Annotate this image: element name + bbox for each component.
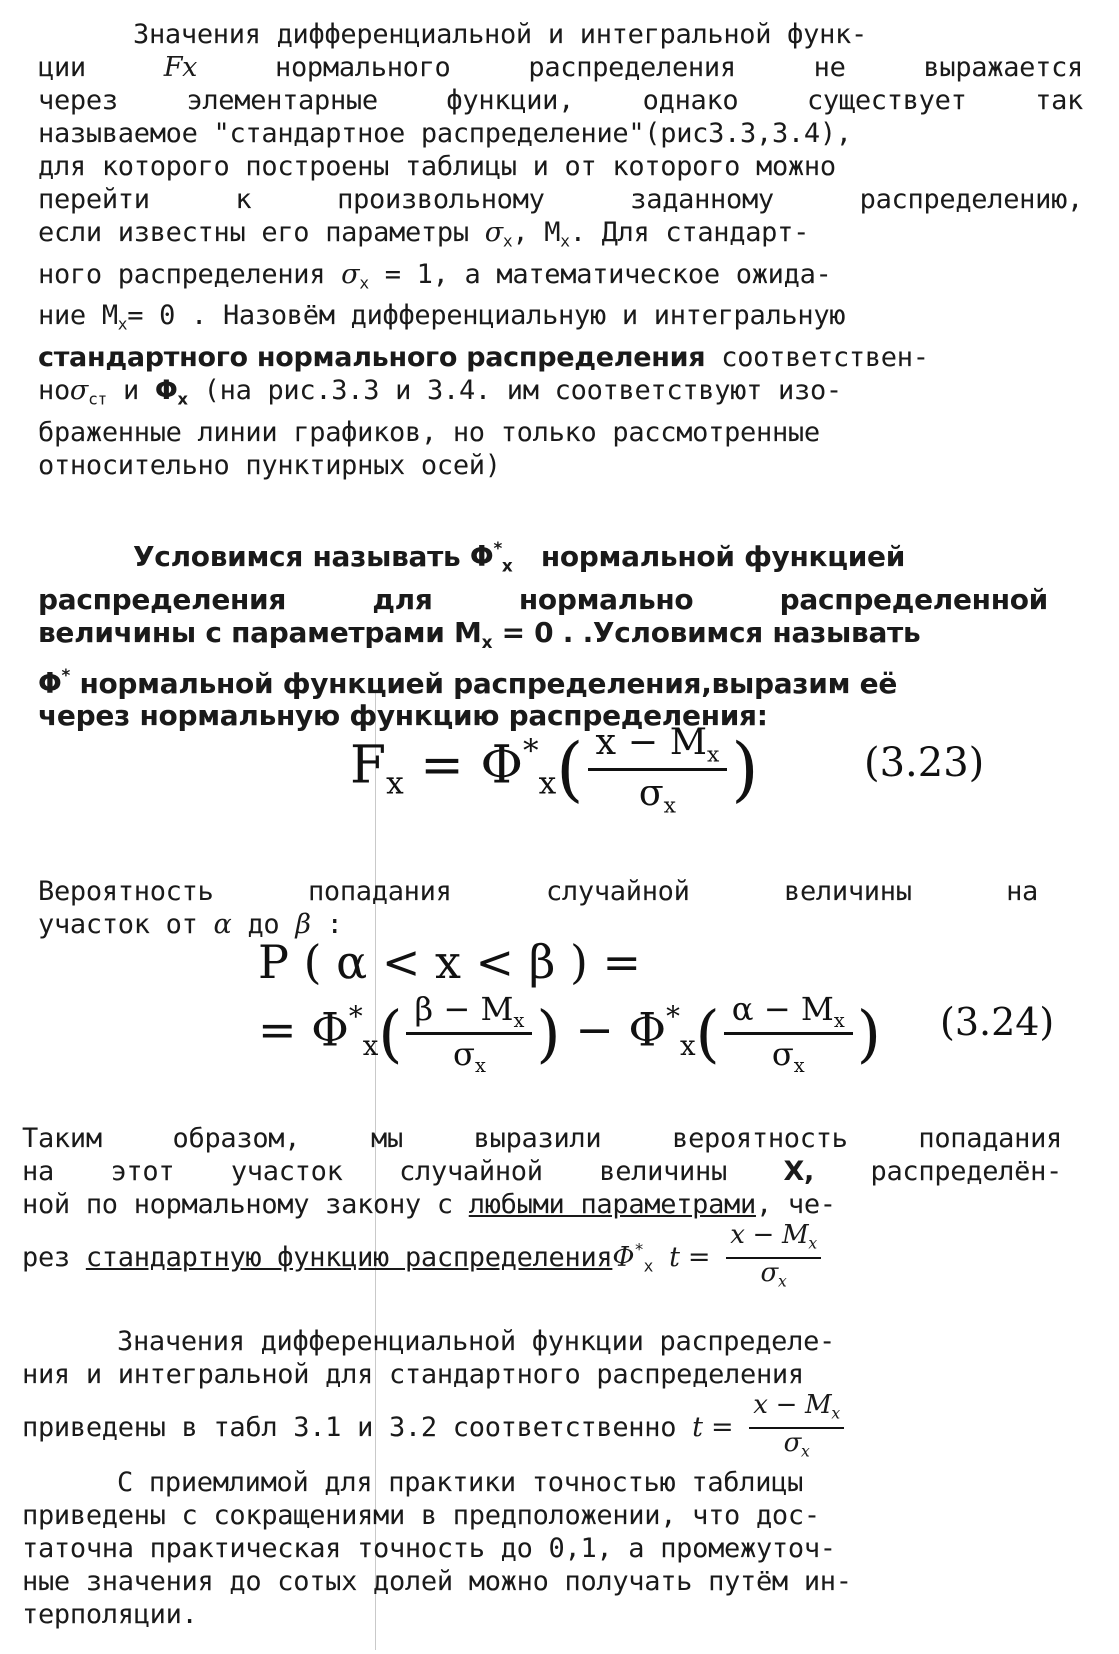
denominator: σ [760, 1258, 778, 1289]
fraction [588, 720, 728, 818]
subscript: x [501, 555, 513, 576]
text-span: величины с параметрами M [38, 615, 482, 649]
text-line: через элементарные функции, однако существует так [38, 85, 1083, 116]
denominator: σ [452, 1034, 475, 1073]
text-span: на этот участок случайной величины [22, 1156, 727, 1187]
text-line: Значения дифференциальной и интегральной функ- [133, 19, 867, 50]
paragraph-probability [38, 875, 1038, 941]
denominator: σ [783, 1428, 802, 1459]
fraction [724, 990, 853, 1077]
denominator: σ [638, 770, 664, 814]
text-line: перейти к произвольному заданному распределению, [38, 184, 1083, 215]
text-line: терполяции. [22, 1598, 198, 1630]
symbol-phi: Φ [38, 666, 62, 700]
text-span: но [38, 374, 70, 406]
text-span: , че- [755, 1189, 836, 1220]
subscript: x [502, 231, 513, 251]
denominator: σ [771, 1034, 794, 1073]
subscript: x [706, 742, 720, 768]
subscript: x [643, 1256, 654, 1276]
text-span: нормального распределения не выражается [275, 52, 1083, 83]
text-span: нормальной функцией [540, 539, 906, 573]
numerator: β − M [414, 990, 514, 1028]
symbol-phi: Φ [311, 1002, 349, 1057]
superscript: * [666, 999, 680, 1033]
subscript: x [362, 1028, 379, 1062]
text-span: (на рис.3.3 и 3.4. им соответствуют изо- [203, 374, 842, 406]
symbol-phi: Φ [628, 1002, 667, 1057]
text-line: С приемлимой для практики точностью таблицы [117, 1466, 804, 1498]
symbol-sigma: σ [484, 217, 503, 248]
text-span: распределён- [870, 1156, 1062, 1187]
symbol-beta: β [295, 909, 311, 940]
text-line: ния и интегральной для стандартного распределения [22, 1359, 804, 1390]
text-span: нормальной функцией распределения,выразим её [79, 666, 898, 700]
subscript: x [474, 1053, 486, 1077]
text-line: браженные линии графиков, но только рассмотренные [38, 416, 820, 448]
numerator: α − M [731, 990, 834, 1028]
paragraph-tables [22, 1325, 1062, 1631]
subscript: x [513, 1008, 525, 1032]
text-line: для которого построены таблицы и от которого можно [38, 151, 836, 182]
text-span: = 1, а математическое ожида- [384, 258, 832, 290]
equals-sign: = [420, 735, 464, 796]
text-line: Таким образом, мы выразили вероятность попадания [22, 1123, 1062, 1154]
subscript: x [560, 231, 570, 251]
text-line: относительно пунктирных осей) [38, 449, 501, 481]
superscript: * [493, 538, 502, 558]
fraction [406, 990, 532, 1077]
subscript: x [663, 793, 676, 819]
numerator: x − M [730, 1220, 809, 1250]
symbol-sigma: σ [341, 258, 360, 290]
subscript: x [793, 1053, 805, 1077]
subscript: x [679, 1028, 696, 1062]
paragraph-intro [38, 18, 1083, 482]
text-span: ции [38, 52, 86, 83]
text-span: до [247, 909, 280, 940]
text-span: участок от [38, 909, 198, 940]
subscript: ст [88, 389, 107, 409]
equation-3-23: $F_x = \Phi^*_x$( $\frac{x - M_x}{\sigma_x}$ ) [350, 720, 759, 819]
text-line: называемое "стандартное распределение"(рис3.3,3.4), [38, 118, 852, 149]
subscript: x [831, 1404, 840, 1423]
symbol-sigma: σ [69, 374, 89, 406]
text-line: распределения для нормально распределенной [38, 582, 1048, 616]
superscript: * [348, 999, 363, 1033]
text-span: соответствен- [721, 341, 929, 373]
symbol-alpha: α [213, 909, 232, 940]
text-line: через нормальную функцию распределения: [38, 699, 768, 733]
symbol-m: , M [512, 217, 561, 248]
subscript: x [801, 1442, 810, 1461]
text-span: : [326, 909, 343, 940]
subscript: x [538, 765, 557, 802]
symbol-t: t = [669, 1241, 711, 1273]
text-span: ние M [38, 300, 118, 332]
text-line: приведены с сокращениями в предположении, что дос- [22, 1499, 820, 1531]
superscript: * [61, 664, 70, 685]
symbol-phi: Φ [154, 374, 178, 406]
text-span: рез [22, 1241, 70, 1273]
text-span: и [122, 374, 139, 406]
subscript: x [359, 273, 369, 293]
text-line: таточна практическая точность до 0,1, а промежуточ- [22, 1532, 836, 1564]
symbol-phi: Φ [612, 1241, 635, 1273]
equation-number: (3.24) [940, 1000, 1055, 1044]
text-span: Условимся называть [133, 539, 461, 573]
underlined-term: стандартную функцию распределения [85, 1241, 613, 1273]
equation-3-24-line2: = $\Phi^*_x$( $\frac{\beta - M_x}{\sigma_x}$ ) − $\Phi^*_x$( $\frac{\alpha - M_x}{\sigma_x}$ ) [258, 990, 882, 1077]
text-line: Значения дифференциальной функции распределе- [117, 1326, 835, 1357]
equation-number: (3.23) [864, 740, 985, 786]
subscript: x [177, 389, 188, 409]
minus-sign: − [575, 1002, 614, 1057]
eq-lhs: F [350, 735, 387, 796]
text-span: приведены в табл 3.1 и 3.2 соответственно [22, 1411, 677, 1443]
equation-3-24-line1: P ( α < x < β ) = [258, 935, 642, 989]
subscript: x [386, 765, 404, 802]
subscript: x [481, 631, 493, 652]
subscript: x [808, 1234, 817, 1253]
fraction [726, 1221, 821, 1296]
text-line: ные значения до сотых долей можно получать путём ин- [22, 1565, 852, 1597]
text-span: ной по нормальному закону с [22, 1189, 453, 1220]
equals-sign: = [258, 1002, 297, 1057]
subscript: x [778, 1272, 787, 1291]
text-span: = 0 . Назовём дифференциальную и интегральную [127, 300, 846, 332]
paragraph-conclusion [22, 1122, 1062, 1296]
symbol-fx: Fx [163, 52, 198, 83]
symbol-phi: Φ [469, 539, 494, 573]
paragraph-definition [38, 532, 1048, 732]
text-span: если известны его параметры [38, 217, 469, 248]
symbol-t: t = [692, 1411, 734, 1443]
text-span: . Для стандарт- [569, 217, 810, 248]
superscript: * [522, 732, 539, 769]
subscript: x [117, 314, 128, 334]
text-span: = 0 . .Условимся называть [501, 615, 921, 649]
subscript: x [833, 1008, 845, 1032]
superscript: * [634, 1239, 644, 1259]
numerator: x − M [753, 1390, 832, 1420]
symbol-phi: Φ [480, 735, 523, 796]
numerator: x − M [595, 720, 707, 763]
bold-term: стандартного нормального распределения [38, 341, 706, 373]
text-span: ного распределения [38, 258, 326, 290]
fraction [749, 1391, 844, 1466]
bold-variable: X, [783, 1156, 814, 1187]
underlined-term: любыми параметрами [468, 1189, 756, 1220]
text-line: Вероятность попадания случайной величины на [38, 876, 1038, 907]
